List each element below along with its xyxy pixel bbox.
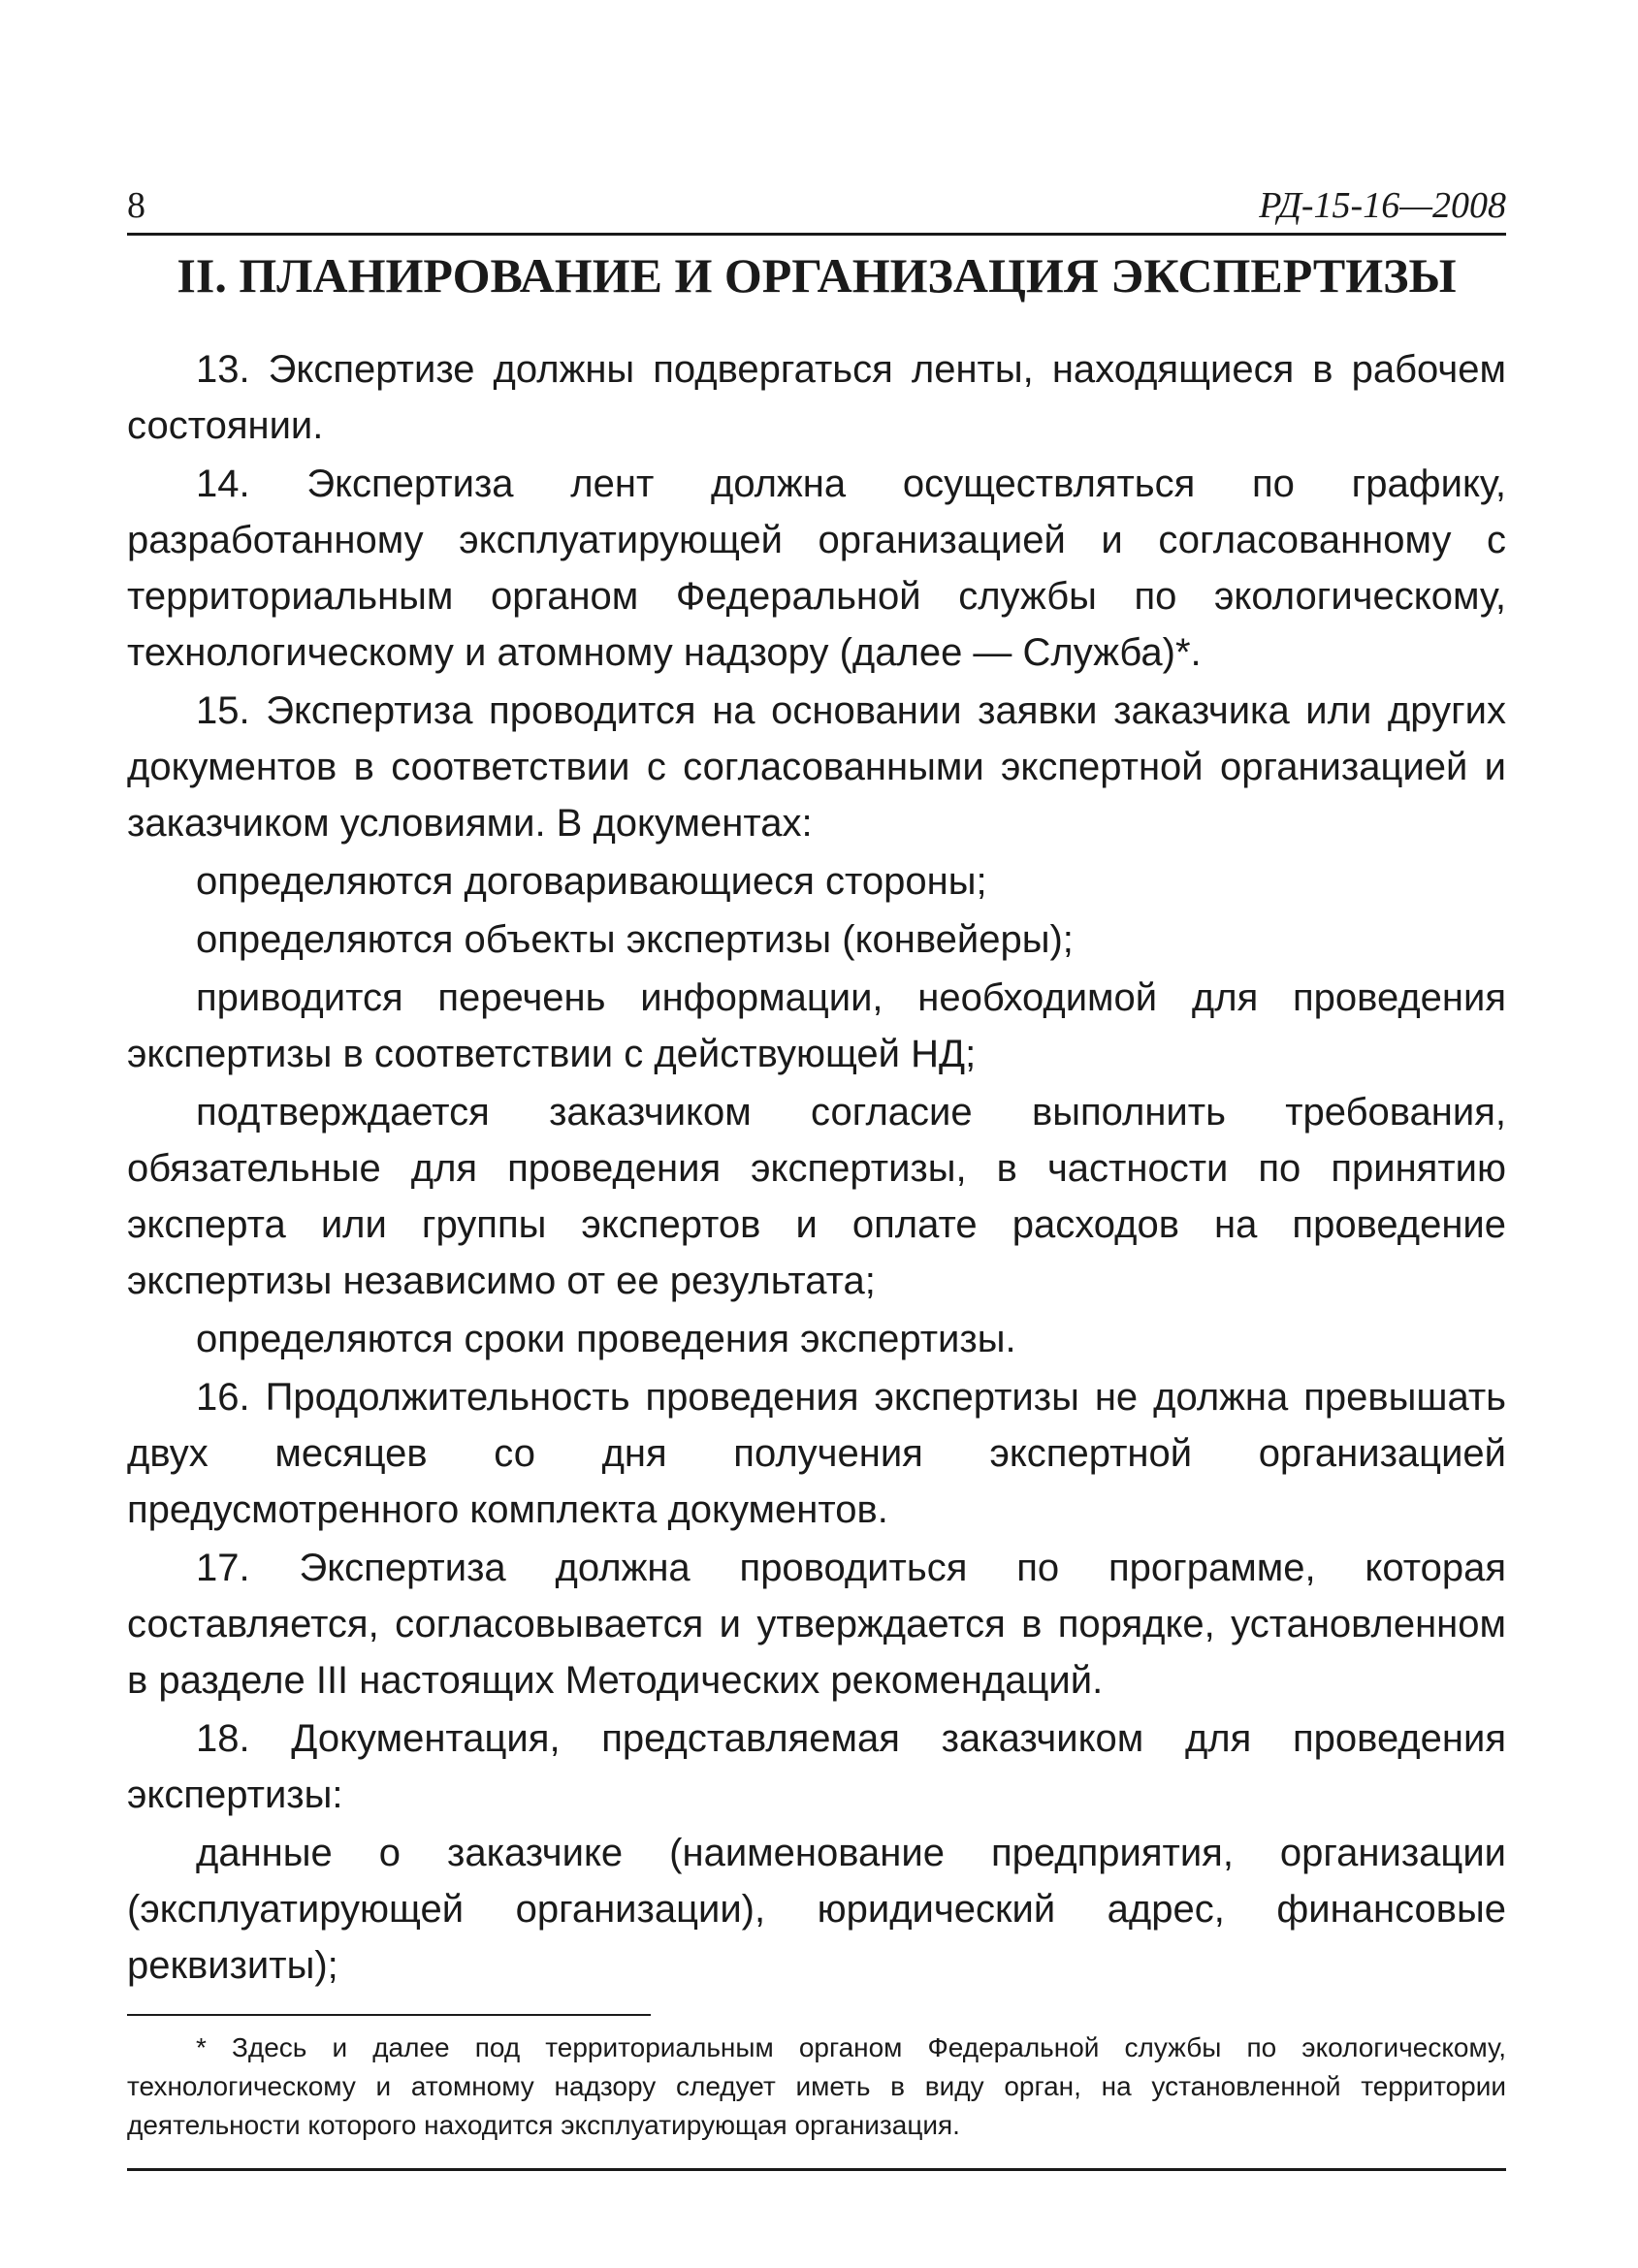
page-number: 8 — [127, 185, 145, 226]
paragraph-16: 16. Продолжительность проведения экспертизы не должна превышать двух месяцев со дня получения экспертной организацией предусмотренного комплекта документов. — [127, 1376, 1506, 1531]
running-header — [127, 182, 1506, 236]
list-item-consent: подтверждается заказчиком согласие выполнить требования, обязательные для проведения экспертизы, в частности по принятию эксперта или группы экспертов и оплате расходов на проведение экспертизы независимо от ее результата; — [127, 1091, 1506, 1302]
list-item-customer-data: данные о заказчике (наименование предприятия, организации (эксплуатирующей организации), юридический адрес, финансовые реквизиты); — [127, 1832, 1506, 1987]
section-heading: II. ПЛАНИРОВАНИЕ И ОРГАНИЗАЦИЯ ЭКСПЕРТИЗЫ — [177, 248, 1457, 303]
bottom-divider — [127, 2168, 1506, 2171]
paragraph-13: 13. Экспертизе должны подвергаться ленты, находящиеся в рабочем состоянии. — [127, 348, 1506, 447]
paragraph-14: 14. Экспертиза лент должна осуществляться по графику, разработанному эксплуатирующей организацией и согласованному с территориальным органом Федеральной службы по экологическому, технологическому и атомному надзору (далее — Служба)*. — [127, 463, 1506, 674]
paragraph-18: 18. Документация, представляемая заказчиком для проведения экспертизы: — [127, 1717, 1506, 1816]
footnote — [127, 2028, 1506, 2145]
list-item-objects: определяются объекты экспертизы (конвейеры); — [196, 918, 1074, 961]
body-text — [127, 341, 1506, 1996]
paragraph-17: 17. Экспертиза должна проводиться по программе, которая составляется, согласовывается и утверждается в порядке, установленном в разделе III настоящих Методических рекомендаций. — [127, 1547, 1506, 1702]
list-item-deadlines: определяются сроки проведения экспертизы. — [196, 1318, 1016, 1360]
list-item-parties: определяются договаривающиеся стороны; — [196, 860, 987, 903]
footnote-divider — [127, 2014, 651, 2016]
paragraph-15: 15. Экспертиза проводится на основании заявки заказчика или других документов в соответствии с согласованными экспертной организацией и заказчиком условиями. В документах: — [127, 689, 1506, 845]
document-code: РД-15-16—2008 — [1259, 185, 1506, 226]
list-item-information: приводится перечень информации, необходимой для проведения экспертизы в соответствии с действующей НД; — [127, 976, 1506, 1075]
footnote-text: * Здесь и далее под территориальным органом Федеральной службы по экологическому, технологическому и атомному надзору следует иметь в виду орган, на установленной территории деятельности которого находится эксплуатирующая организация. — [127, 2032, 1506, 2140]
